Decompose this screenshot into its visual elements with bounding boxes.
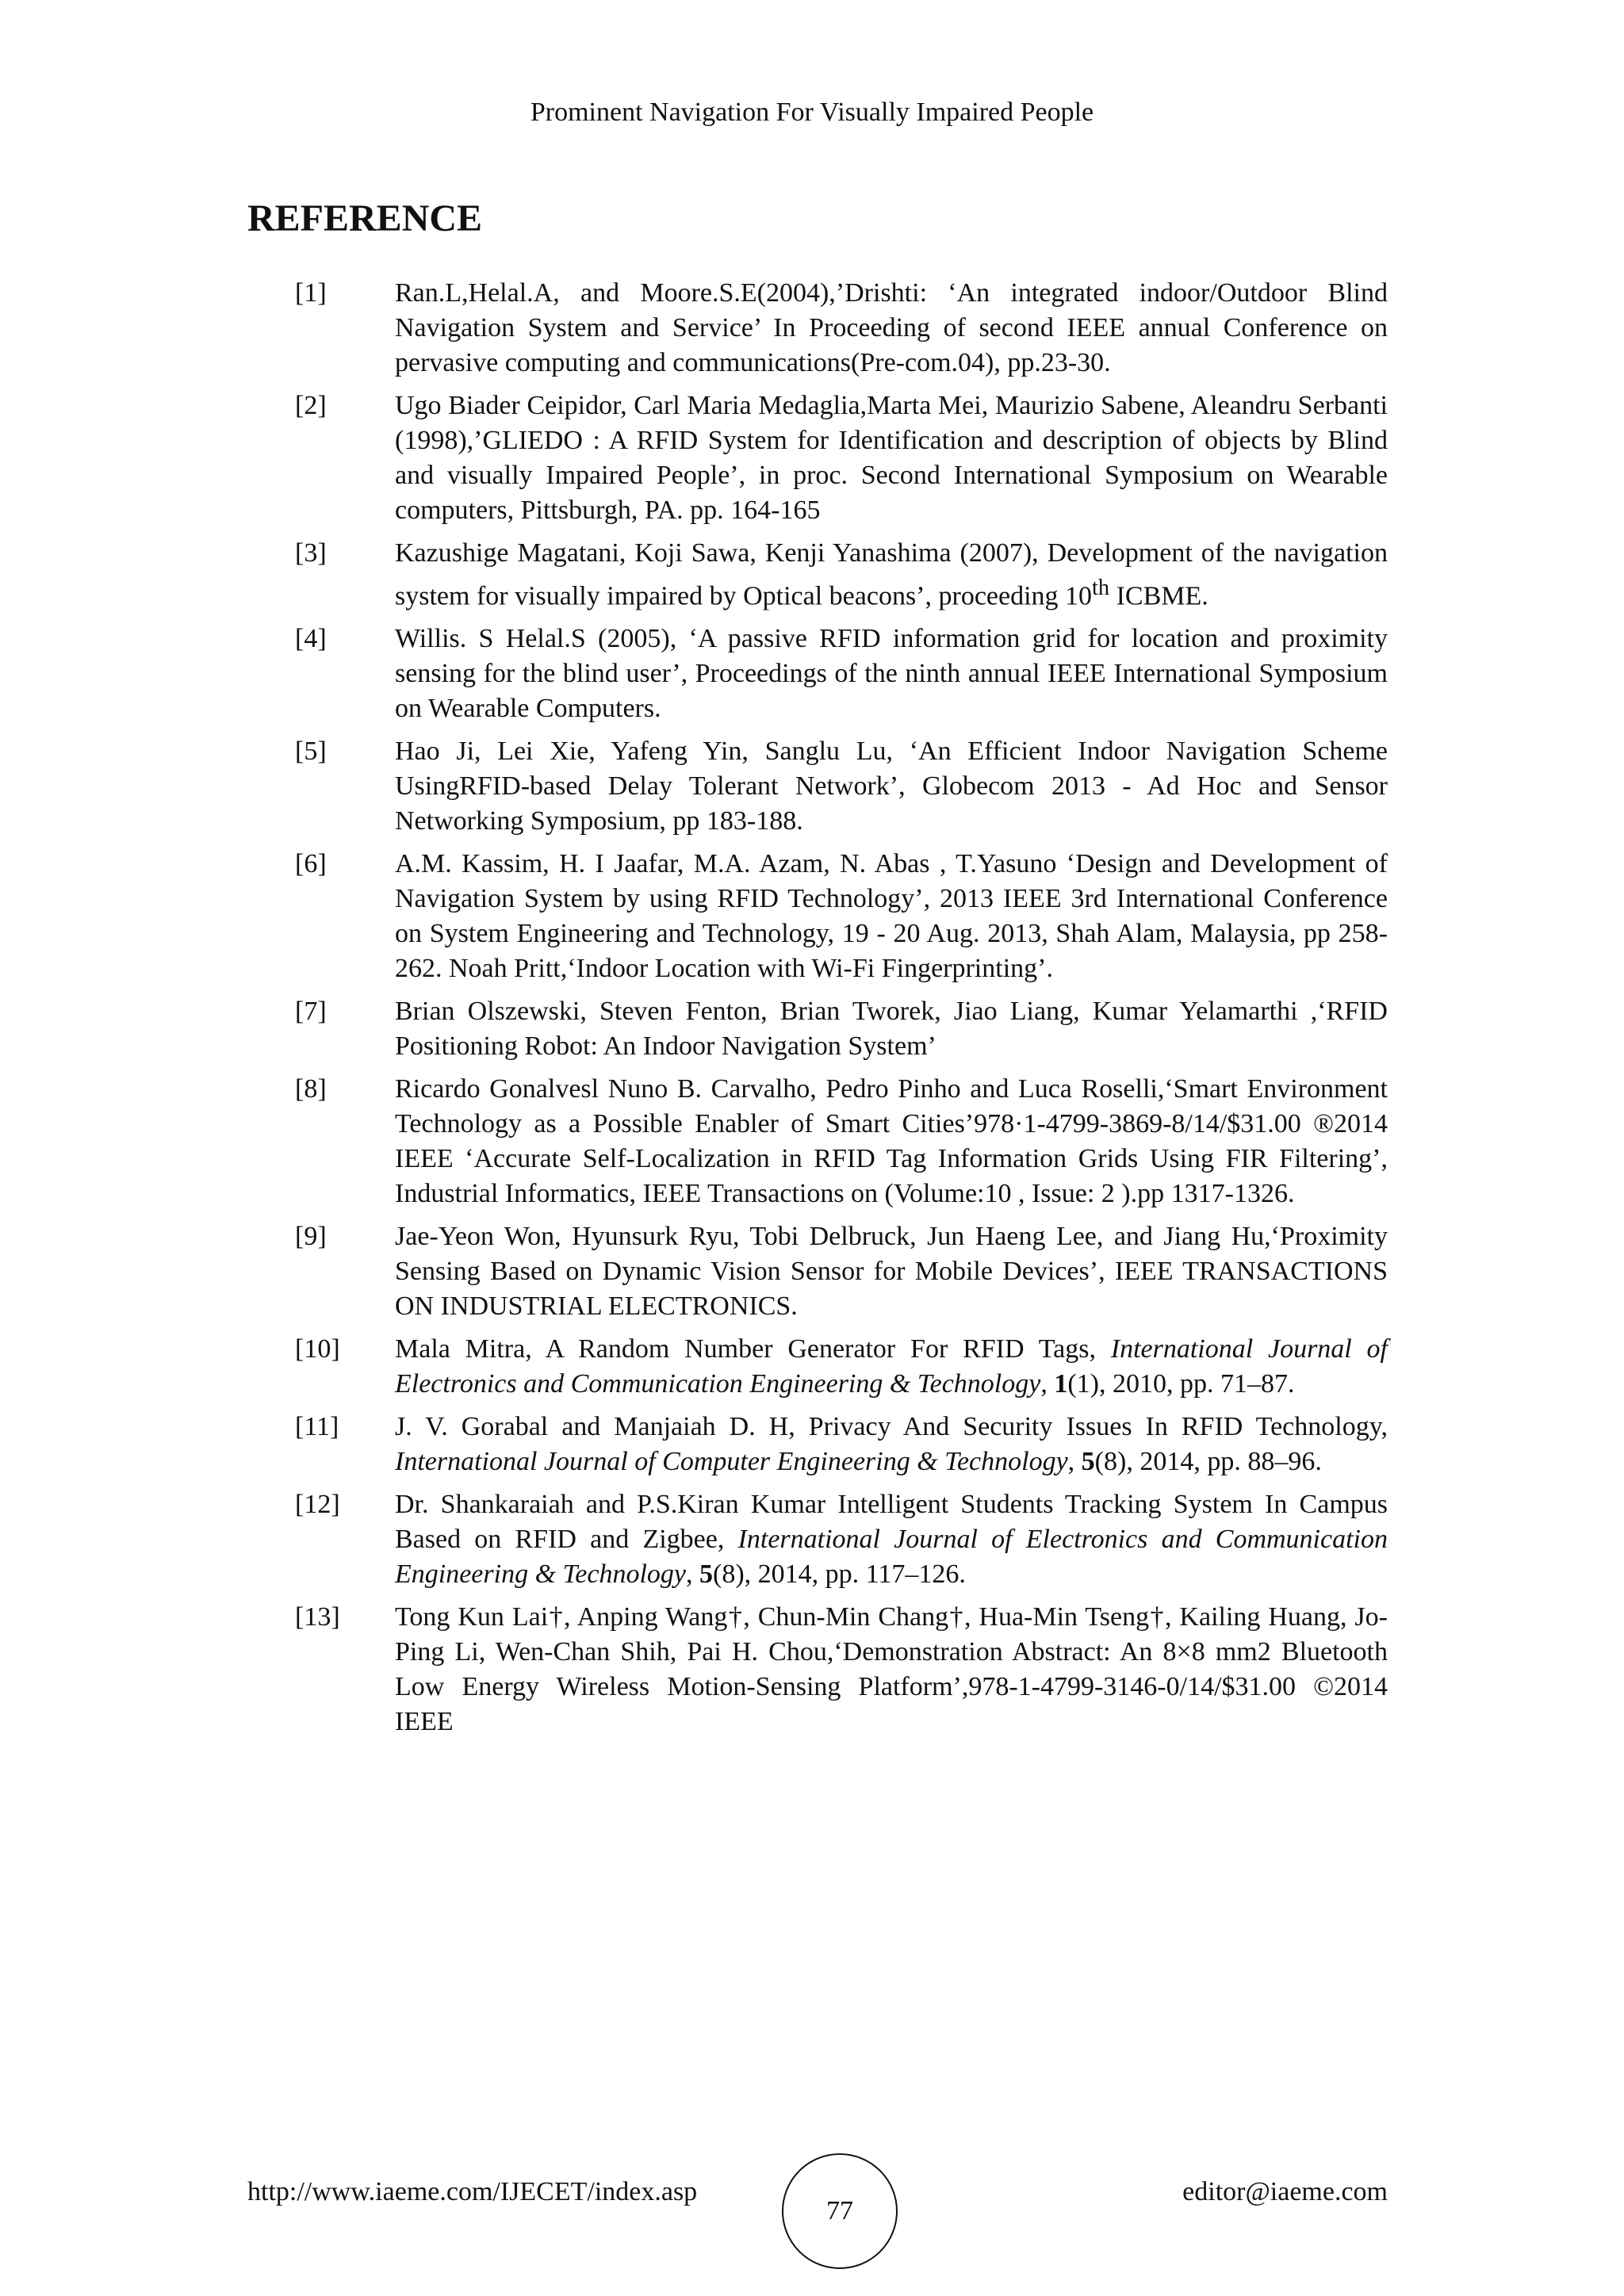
reference-text	[395, 1219, 1388, 1324]
reference-text-segment: Brian Olszewski, Steven Fenton, Brian Tworek, Jiao Liang, Kumar Yelamarthi ,‘RFID Positioning Robot: An Indoor Navigation System’	[395, 997, 1388, 1062]
reference-text	[395, 847, 1388, 986]
reference-text-segment: J. V. Gorabal and Manjaiah D. H, Privacy And Security Issues In RFID Technology,	[395, 1412, 1388, 1442]
reference-number: [11]	[295, 1412, 339, 1442]
reference-text-segment: Dr. Shankaraiah and P.S.Kiran Kumar Intelligent Students Tracking System In Campus Based on RFID and Zigbee,	[395, 1490, 1388, 1555]
reference-text-segment: Tong Kun Lai†, Anping Wang†, Chun-Min Chang†, Hua-Min Tseng†, Kailing Huang, Jo-Ping Li, Wen-Chan Shih, Pai H. Chou,‘Demonstration Abstract: An 8×8 mm2 Bluetooth Low Energy Wireless Motion-Sensing Platform’,978-1-4799-3146-0/14/$31.00 ©2014 IEEE	[395, 1602, 1388, 1737]
reference-text-segment: 5	[1081, 1447, 1095, 1477]
reference-entry	[295, 1487, 1388, 1592]
footer-url-link[interactable]: http://www.iaeme.com/IJECET/index.asp	[247, 2177, 698, 2206]
reference-number: [4]	[295, 624, 327, 654]
reference-number: [2]	[295, 391, 327, 420]
reference-entry	[295, 536, 1388, 614]
reference-number: [1]	[295, 278, 327, 308]
reference-text-segment: Willis. S Helal.S (2005), ‘A passive RFID information grid for location and proximity sensing for the blind user’, Proceedings of the ninth annual IEEE International Symposium on Wearable Computers.	[395, 624, 1388, 724]
reference-text	[395, 1332, 1388, 1402]
reference-text	[395, 994, 1388, 1064]
reference-text-segment: (8), 2014, pp. 117–126.	[713, 1559, 966, 1590]
page-footer	[247, 2153, 1388, 2233]
reference-text-segment: Ricardo Gonalvesl Nuno B. Carvalho, Pedro Pinho and Luca Roselli,‘Smart Environment Technology as a Possible Enabler of Smart Cities’978·1-4799-3869-8/14/$31.00 ®2014 IEEE ‘Accurate Self-Localization in RFID Tag Information Grids Using FIR Filtering’, Industrial Informatics, IEEE Transactions on (Volume:10 , Issue: 2 ).pp 1317-1326.	[395, 1074, 1388, 1209]
reference-entry	[295, 994, 1388, 1064]
reference-text	[395, 622, 1388, 726]
reference-number: [7]	[295, 997, 327, 1027]
reference-number: [3]	[295, 538, 327, 568]
reference-text-segment: Mala Mitra, A Random Number Generator For RFID Tags,	[395, 1334, 1111, 1364]
reference-number: [8]	[295, 1074, 327, 1104]
reference-list	[295, 276, 1388, 1747]
reference-entry	[295, 1332, 1388, 1402]
reference-text	[395, 1487, 1388, 1592]
page-number: 77	[782, 2153, 898, 2269]
reference-text-segment: Kazushige Magatani, Koji Sawa, Kenji Yanashima (2007), Development of the navigation system for visually impaired by Optical beacons’, proceeding 10	[395, 538, 1388, 611]
reference-text-segment: ,	[686, 1559, 700, 1590]
reference-text-segment: International Journal of Electronics and Communication Engineering & Technology	[395, 1525, 1388, 1590]
reference-number: [12]	[295, 1490, 340, 1520]
reference-text	[395, 388, 1388, 528]
reference-text-segment: (1), 2010, pp. 71–87.	[1067, 1369, 1295, 1399]
reference-entry	[295, 1219, 1388, 1324]
reference-text	[395, 536, 1388, 614]
reference-text-segment: Hao Ji, Lei Xie, Yafeng Yin, Sanglu Lu, ‘An Efficient Indoor Navigation Scheme UsingRFID-based Delay Tolerant Network’, Globecom 2013 - Ad Hoc and Sensor Networking Symposium, pp 183-188.	[395, 737, 1388, 836]
reference-text-segment: 5	[699, 1559, 714, 1590]
reference-number: [10]	[295, 1334, 340, 1364]
reference-text-segment: International Journal of Computer Engineering & Technology	[395, 1447, 1068, 1477]
reference-entry	[295, 1410, 1388, 1479]
reference-text	[395, 734, 1388, 839]
reference-text	[395, 1072, 1388, 1211]
reference-entry	[295, 1072, 1388, 1211]
reference-text-segment: ICBME.	[1109, 581, 1208, 611]
reference-text-segment: Ugo Biader Ceipidor, Carl Maria Medaglia,Marta Mei, Maurizio Sabene, Aleandru Serbanti (1998),’GLIEDO : A RFID System for Identification and description of objects by Blind and visually Impaired People’, in proc. Second International Symposium on Wearable computers, Pittsburgh, PA. pp. 164-165	[395, 391, 1388, 525]
reference-entry	[295, 388, 1388, 528]
reference-entry	[295, 622, 1388, 726]
reference-text-segment: Jae-Yeon Won, Hyunsurk Ryu, Tobi Delbruck, Jun Haeng Lee, and Jiang Hu,‘Proximity Sensing Based on Dynamic Vision Sensor for Mobile Devices’, IEEE TRANSACTIONS ON INDUSTRIAL ELECTRONICS.	[395, 1222, 1388, 1322]
running-header: Prominent Navigation For Visually Impaired People	[530, 98, 1094, 127]
reference-text-segment: ,	[1067, 1447, 1082, 1477]
reference-entry	[295, 1600, 1388, 1739]
reference-entry	[295, 276, 1388, 381]
reference-entry	[295, 734, 1388, 839]
reference-entry	[295, 847, 1388, 986]
reference-text-segment: th	[1092, 576, 1110, 600]
reference-text	[395, 1410, 1388, 1479]
reference-number: [13]	[295, 1602, 340, 1632]
reference-number: [5]	[295, 737, 327, 767]
section-heading: REFERENCE	[247, 197, 483, 239]
reference-text-segment: International Journal of Electronics and Communication Engineering & Technology	[395, 1334, 1388, 1399]
footer-email-link[interactable]: editor@iaeme.com	[1182, 2177, 1388, 2206]
reference-text	[395, 1600, 1388, 1739]
reference-text-segment: (8), 2014, pp. 88–96.	[1094, 1447, 1322, 1477]
reference-number: [9]	[295, 1222, 327, 1252]
reference-text	[395, 276, 1388, 381]
reference-text-segment: 1	[1054, 1369, 1068, 1399]
reference-text-segment: Ran.L,Helal.A, and Moore.S.E(2004),’Drishti: ‘An integrated indoor/Outdoor Blind Navigation System and Service’ In Proceeding of second IEEE annual Conference on pervasive computing and communications(Pre-com.04), pp.23-30.	[395, 278, 1388, 377]
reference-number: [6]	[295, 849, 327, 879]
reference-text-segment: ,	[1040, 1369, 1055, 1399]
reference-text-segment: A.M. Kassim, H. I Jaafar, M.A. Azam, N. Abas , T.Yasuno ‘Design and Development of Navigation System by using RFID Technology’, 2013 IEEE 3rd International Conference on System Engineering and Technology, 19 - 20 Aug. 2013, Shah Alam, Malaysia, pp 258-262. Noah Pritt,‘Indoor Location with Wi-Fi Fingerprinting’.	[395, 849, 1388, 984]
